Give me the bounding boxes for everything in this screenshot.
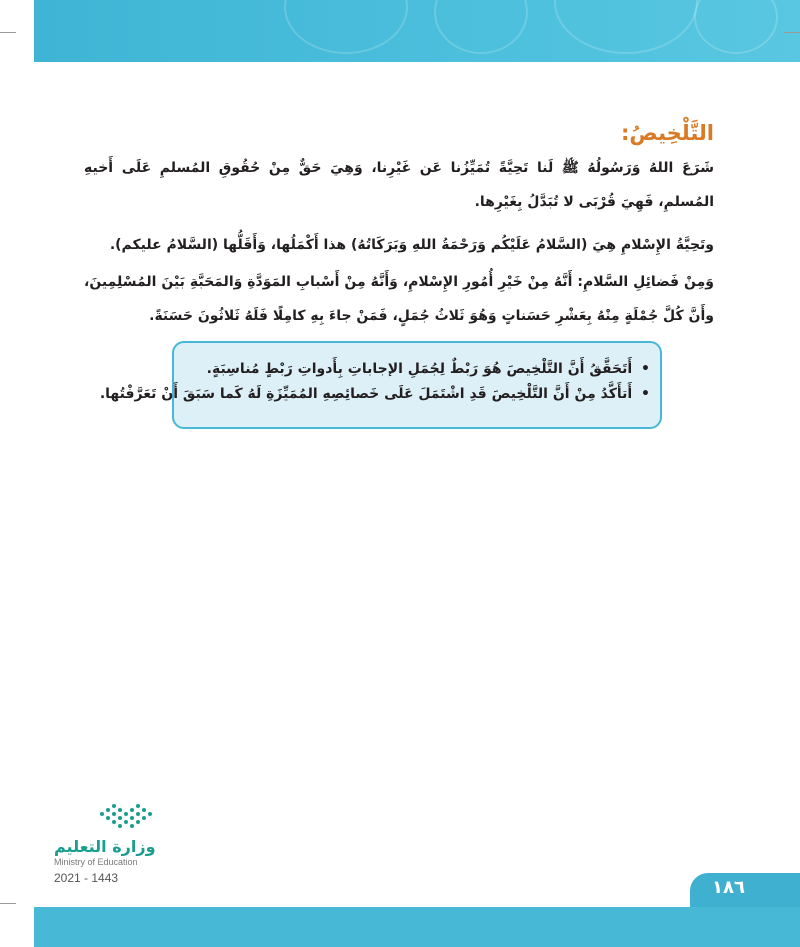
bullet-icon: • bbox=[641, 386, 650, 402]
page-number-tab bbox=[690, 873, 800, 907]
page-number: ١٨٦ bbox=[712, 877, 745, 898]
summary-paragraph: شَرَعَ اللهُ وَرَسُولُهُ ﷺ لَنا تَحِيَّةً تُمَيِّزُنا عَن غَيْرِنا، وَهِيَ حَقٌّ مِنْ حُقُوقِ المُسلمِ عَلَى أَخيهِ المُسلمِ، فَهِيَ قُرْبَى لا تُبَدَّلُ بِغَيْرِها. bbox=[84, 160, 714, 210]
tip-text: أَتَحَقَّقُ أَنَّ التَّلْخِيصَ هُوَ رَبْطٌ لِجُمَلِ الإجاباتِ بِأَدواتِ رَبْطٍ مُناسِبَةٍ. bbox=[206, 361, 633, 377]
summary-paragraph: وَمِنْ فَضائِلِ السَّلامِ: أَنَّهُ مِنْ خَيْرِ أُمُورِ الإِسْلامِ، وَأَنَّهُ مِنْ أَسْبابِ المَوَدَّةِ وَالمَحَبَّةِ بَيْنَ المُسْلِمِينَ، وأَنَّ كُلَّ جُمْلَةٍ مِنْهُ بِعَشْرِ حَسَناتٍ وَهُوَ ثَلاثُ جُمَلٍ، فَمَنْ جاءَ بِهِ كامِلًا فَلَهُ ثَلاثُونَ حَسَنَةً. bbox=[84, 274, 714, 324]
tip-text: أَتأَكَّدُ مِنْ أَنَّ التَّلْخِيصَ قَدِ اشْتَمَلَ عَلَى خَصائِصِهِ المُمَيِّزَةِ لَهُ كَما سَبَقَ أَنْ تَعَرَّفْتُها. bbox=[99, 386, 633, 402]
summary-paragraph: وتَحِيَّةُ الإِسْلامِ هِيَ (السَّلامُ عَلَيْكُم وَرَحْمَةُ اللهِ وَبَرَكَاتُهُ) هذا أَكْمَلُها، وَأَقَلُّها (السَّلامُ عليكم). bbox=[109, 237, 714, 253]
crop-mark bbox=[0, 903, 16, 904]
bullet-icon: • bbox=[641, 361, 650, 377]
tips-box bbox=[99, 341, 662, 429]
crop-mark bbox=[784, 32, 800, 33]
tip-item bbox=[100, 386, 650, 402]
crop-mark bbox=[0, 32, 16, 33]
top-decorative-band bbox=[34, 0, 800, 62]
tip-item bbox=[207, 361, 650, 377]
ministry-logo-dots-icon bbox=[96, 800, 156, 834]
bottom-decorative-band bbox=[34, 907, 800, 947]
section-heading: التَّلْخِيصُ: bbox=[621, 121, 714, 145]
ministry-name-arabic: وزارة التعليم bbox=[54, 837, 156, 856]
edition-year: 2021 - 1443 bbox=[54, 871, 119, 885]
ministry-logo bbox=[40, 800, 160, 890]
ministry-name-english: Ministry of Education bbox=[54, 857, 138, 867]
